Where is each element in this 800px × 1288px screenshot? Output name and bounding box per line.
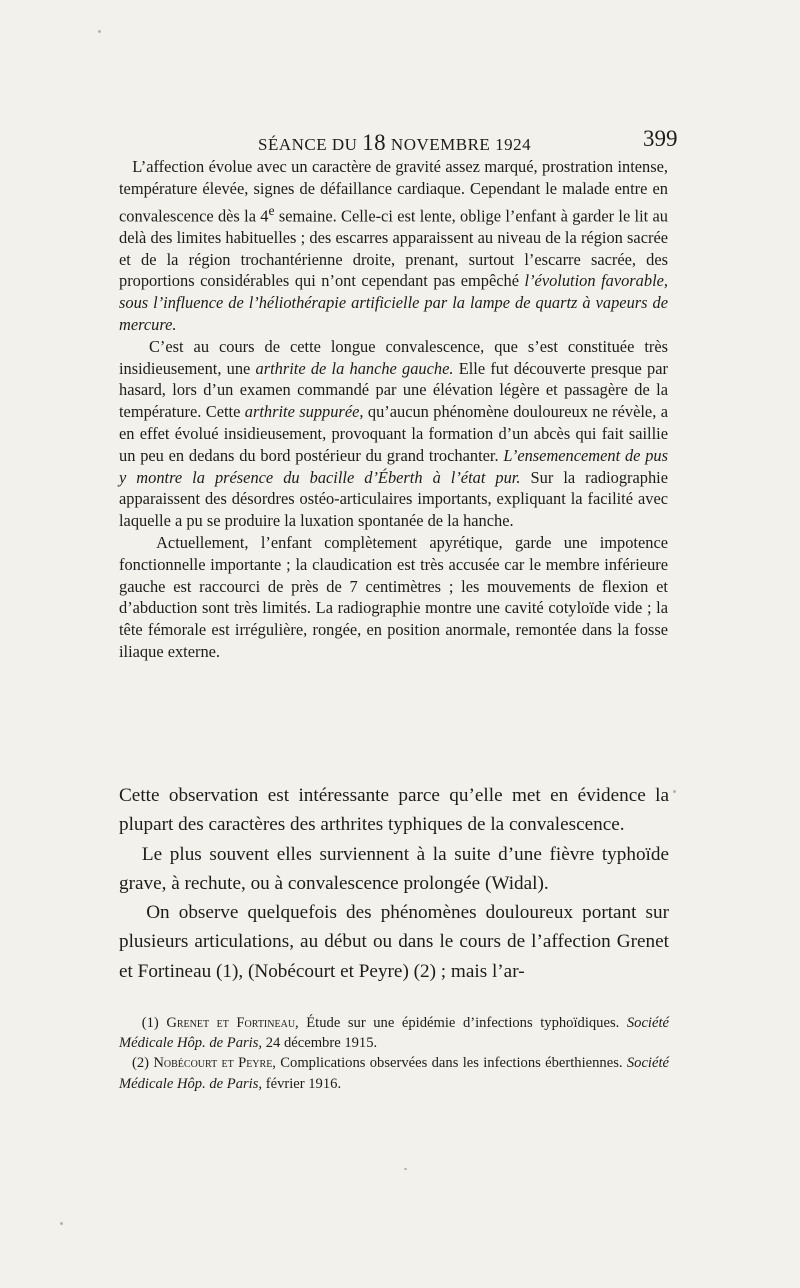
text-run: Complications observées dans les infections éberthiennes. — [275, 1055, 627, 1072]
header-seance: SÉANCE DU — [258, 135, 358, 154]
header-day: 18 — [362, 130, 387, 155]
italic-run: arthrite suppurée, — [244, 402, 364, 422]
footnote-number: (1) — [141, 1015, 159, 1031]
text-run: Elle fut découverte presque par hasard, lors d’un examen commandé par une élévation légère et passagère de la température. Cette — [119, 358, 668, 422]
text-run: Sur la radiographie apparaissent des désordres ostéo-articulaires importants, expliquant la facilité avec laquelle a pu se produire la luxation spontanée de la hanche. — [119, 467, 669, 531]
text-run: L’affection évolue avec un caractère de gravité assez marqué, prostration intense, température élevée, signes de défaillance cardiaque. Cependant le malade entre en convalescence dès la 4 — [119, 157, 668, 226]
text-run: Cette observation est intéressante parce qu’elle met en évidence la plupart des caractères des arthrites typhiques de la convalescence. — [119, 785, 669, 836]
text-run: On observe quelquefois des phénomènes douloureux portant sur plusieurs articulations, au début ou dans le cours de l’affection Grenet et Fortineau (1), (Nobécourt et Peyre) (2) ; mais l’ar- — [119, 902, 669, 982]
commentary-text — [119, 781, 669, 986]
text-run: C’est au cours de cette longue convalescence, que s’est constituée très insidieusement, une — [119, 336, 668, 378]
commentary-paragraph-3 — [119, 898, 669, 986]
paper-speck — [673, 790, 676, 793]
footnote-authors: Grenet et Fortineau, — [166, 1015, 299, 1031]
running-header — [0, 126, 800, 156]
text-run: qu’aucun phénomène douloureux ne révèle, a en effet évolué insidieusement, provoquant la formation d’un abcès qui fait saillie un peu en dedans du bord postérieur du grand trochanter. — [119, 402, 668, 465]
observation-paragraph-1 — [119, 156, 668, 336]
observation-paragraph-2 — [119, 336, 668, 532]
commentary-paragraph-1 — [119, 781, 669, 840]
italic-run: L’ensemencement de pus y montre la présence du bacille d’Éberth à l’état pur. — [119, 445, 669, 487]
paper-speck — [404, 1168, 407, 1170]
observation-paragraph-3 — [119, 532, 668, 663]
superscript: e — [268, 202, 275, 218]
footnote-authors: Nobécourt et Peyre, — [153, 1055, 276, 1072]
commentary-paragraph-2 — [119, 840, 669, 899]
text-run: 24 décembre 1915. — [262, 1035, 378, 1052]
page-number: 399 — [643, 126, 678, 151]
observation-text — [119, 156, 668, 663]
header-month-year: NOVEMBRE 1924 — [390, 135, 532, 154]
footnotes — [119, 1013, 669, 1094]
footnote-2 — [119, 1053, 669, 1093]
paper-speck — [60, 1222, 63, 1225]
footnote-1 — [119, 1013, 669, 1053]
text-run: février 1916. — [262, 1075, 342, 1092]
paper-speck — [98, 30, 101, 33]
italic-run: Société Médicale Hôp. de Paris, — [119, 1015, 669, 1052]
italic-run: l’évolution favorable, sous l’influence de l’héliothérapie artificielle par la lampe de quartz à vapeurs de mercure. — [119, 271, 668, 335]
italic-run: arthrite de la hanche gauche. — [255, 358, 454, 378]
text-run: Étude sur une épidémie d’infections typhoïdiques. — [298, 1015, 627, 1031]
text-run: semaine. Celle-ci est lente, oblige l’enfant à garder le lit au delà des limites habituelles ; des escarres apparaissent au niveau de la région sacrée et de la région trochantérienne droite, prenant, surtout l’escarre sacrée, des proportions considérables qui n’ont cependant pas empêché — [119, 206, 669, 291]
text-run: Le plus souvent elles surviennent à la suite d’une fièvre typhoïde grave, à rechute, ou à convalescence prolongée (Widal). — [119, 843, 669, 894]
italic-run: Société Médicale Hôp. de Paris, — [119, 1055, 669, 1092]
text-run: Actuellement, l’enfant complètement apyrétique, garde une impotence fonctionnelle importante ; la claudication est très accusée car le membre inférieure gauche est raccourci de près de 7 centimètres ; les mouvements de flexion et d’abduction sont très limités. La radiographie montre une cavité cotyloïde vide ; la tête fémorale est irrégulière, rongée, en position anormale, remontée dans la fosse iliaque externe. — [119, 533, 669, 661]
footnote-number: (2) — [132, 1055, 150, 1072]
header-title — [258, 130, 531, 156]
